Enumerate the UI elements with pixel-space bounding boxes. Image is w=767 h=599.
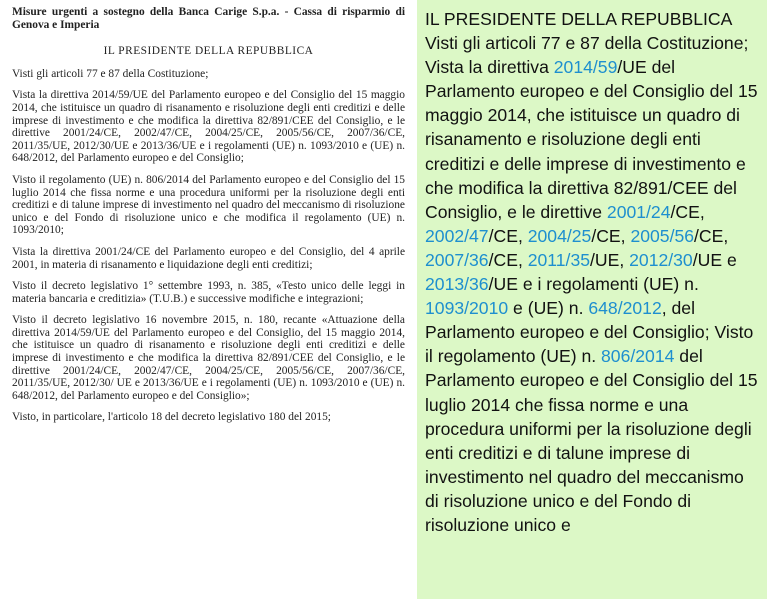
chat-message-bubble: [417, 0, 767, 599]
directive-link[interactable]: 2004/25: [527, 225, 592, 246]
regulation-link[interactable]: 806/2014: [601, 346, 675, 367]
document-paragraph: Visto, in particolare, l'articolo 18 del decreto legislativo 180 del 2015;: [12, 411, 331, 424]
directive-link[interactable]: 2013/36: [425, 274, 489, 295]
message-text-segment: /CE,: [488, 249, 528, 270]
regulation-link[interactable]: 648/2012: [588, 298, 662, 319]
document-paragraph: Vista la direttiva 2001/24/CE del Parlamento europeo e del Consiglio, del 4 aprile 2001, in materia di risanamento e liquidazione degli enti creditizi;: [12, 245, 405, 271]
document-heading: IL PRESIDENTE DELLA REPUBBLICA: [103, 45, 314, 58]
document-title: Misure urgenti a sostegno della Banca Carige S.p.a. - Cassa di risparmio di Genova e Imperia: [12, 6, 405, 31]
document-paragraph: Visto il regolamento (UE) n. 806/2014 del Parlamento europeo e del Consiglio del 15 luglio 2014 che fissa norme e una procedura uniformi per la risoluzione degli enti creditizi e di talune imprese di investimento nel quadro del meccanismo di risoluzione unico e del Fondo di risoluzione unico e che modifica il regolamento (UE) n. 1093/2010;: [12, 173, 405, 237]
directive-link[interactable]: 2002/47: [425, 225, 489, 246]
message-text-segment: e (UE) n.: [508, 298, 589, 319]
message-text-segment: /CE,: [694, 225, 729, 246]
message-text-segment: /CE,: [591, 225, 631, 246]
message-text-segment: /UE e i regolamenti (UE) n.: [488, 274, 699, 295]
message-text-segment: /CE,: [670, 201, 705, 222]
message-text-segment: /UE del Parlamento europeo e del Consiglio del 15 maggio 2014, che istituisce un quadro di risanamento e risoluzione degli enti creditizi e delle imprese di investimento e che modifica la direttiva 82/891/CEE del Consiglio, e le direttive: [425, 57, 758, 222]
directive-link[interactable]: 2011/35: [527, 249, 591, 270]
directive-link[interactable]: 2001/24: [606, 201, 671, 222]
message-text-segment: /CE,: [488, 225, 528, 246]
regulation-link[interactable]: 1093/2010: [425, 298, 509, 319]
message-text-segment: del Parlamento europeo e del Consiglio del 15 luglio 2014 che fissa norme e una procedura uniformi per la risoluzione degli enti creditizi e di talune imprese di investimento nel quadro del meccanismo di risoluzione unico e del Fondo di risoluzione unico e: [425, 346, 758, 535]
message-text-segment: , del Parlamento europeo e del Consiglio; Visto il regolamento (UE) n.: [425, 298, 754, 367]
message-text-segment: /UE e: [692, 249, 737, 270]
document-paragraph: Visto il decreto legislativo 1° settembre 1993, n. 385, «Testo unico delle leggi in materia bancaria e creditizia» (T.U.B.) e successive modifiche e integrazioni;: [12, 280, 405, 305]
directive-link[interactable]: 2005/56: [630, 225, 695, 246]
document-paragraph: Visto il decreto legislativo 16 novembre 2015, n. 180, recante «Attuazione della direttiva 2014/59/UE del Parlamento europeo e del Consiglio, del 15 maggio 2014, che istituisce un quadro di risanamento e risoluzione degli enti creditizi e delle imprese di investimento e che modifica la direttiva 82/891/CEE del Consiglio, e le direttive 2001/24/CE, 2002/47/CE, 2004/25/CE, 2005/56/CE, 2007/36/CE, 2011/35/UE, 2012/30/ UE e 2013/36/UE e i regolamenti (UE) n. 1093/2010 e (UE) n. 648/2012, del Parlamento europeo e del Consiglio»;: [12, 314, 405, 402]
message-text-segment: /UE,: [590, 249, 630, 270]
message-text: [417, 0, 767, 537]
directive-link[interactable]: 2012/30: [629, 249, 693, 270]
message-text-segment: IL PRESIDENTE DELLA REPUBBLICA Visti gli articoli 77 e 87 della Costituzione; Vista la direttiva: [425, 9, 749, 78]
document-paragraph: Vista la direttiva 2014/59/UE del Parlamento europeo e del Consiglio del 15 maggio 2014, che istituisce un quadro di risanamento e risoluzione degli enti creditizi e delle imprese di investimento e che modifica la direttiva 82/891/CEE del Consiglio, e le direttive 2001/24/CE, 2002/47/CE, 2004/25/CE, 2005/56/CE, 2007/36/CE, 2011/35/UE, 2012/30/UE e 2013/36/UE e i regolamenti (UE) n. 1093/2010 e (UE) n. 648/2012, del Parlamento europeo e del Consiglio;: [12, 89, 405, 165]
directive-link[interactable]: 2014/59: [553, 57, 618, 78]
directive-link[interactable]: 2007/36: [425, 249, 489, 270]
document-paragraph: Visti gli articoli 77 e 87 della Costituzione;: [12, 67, 209, 80]
